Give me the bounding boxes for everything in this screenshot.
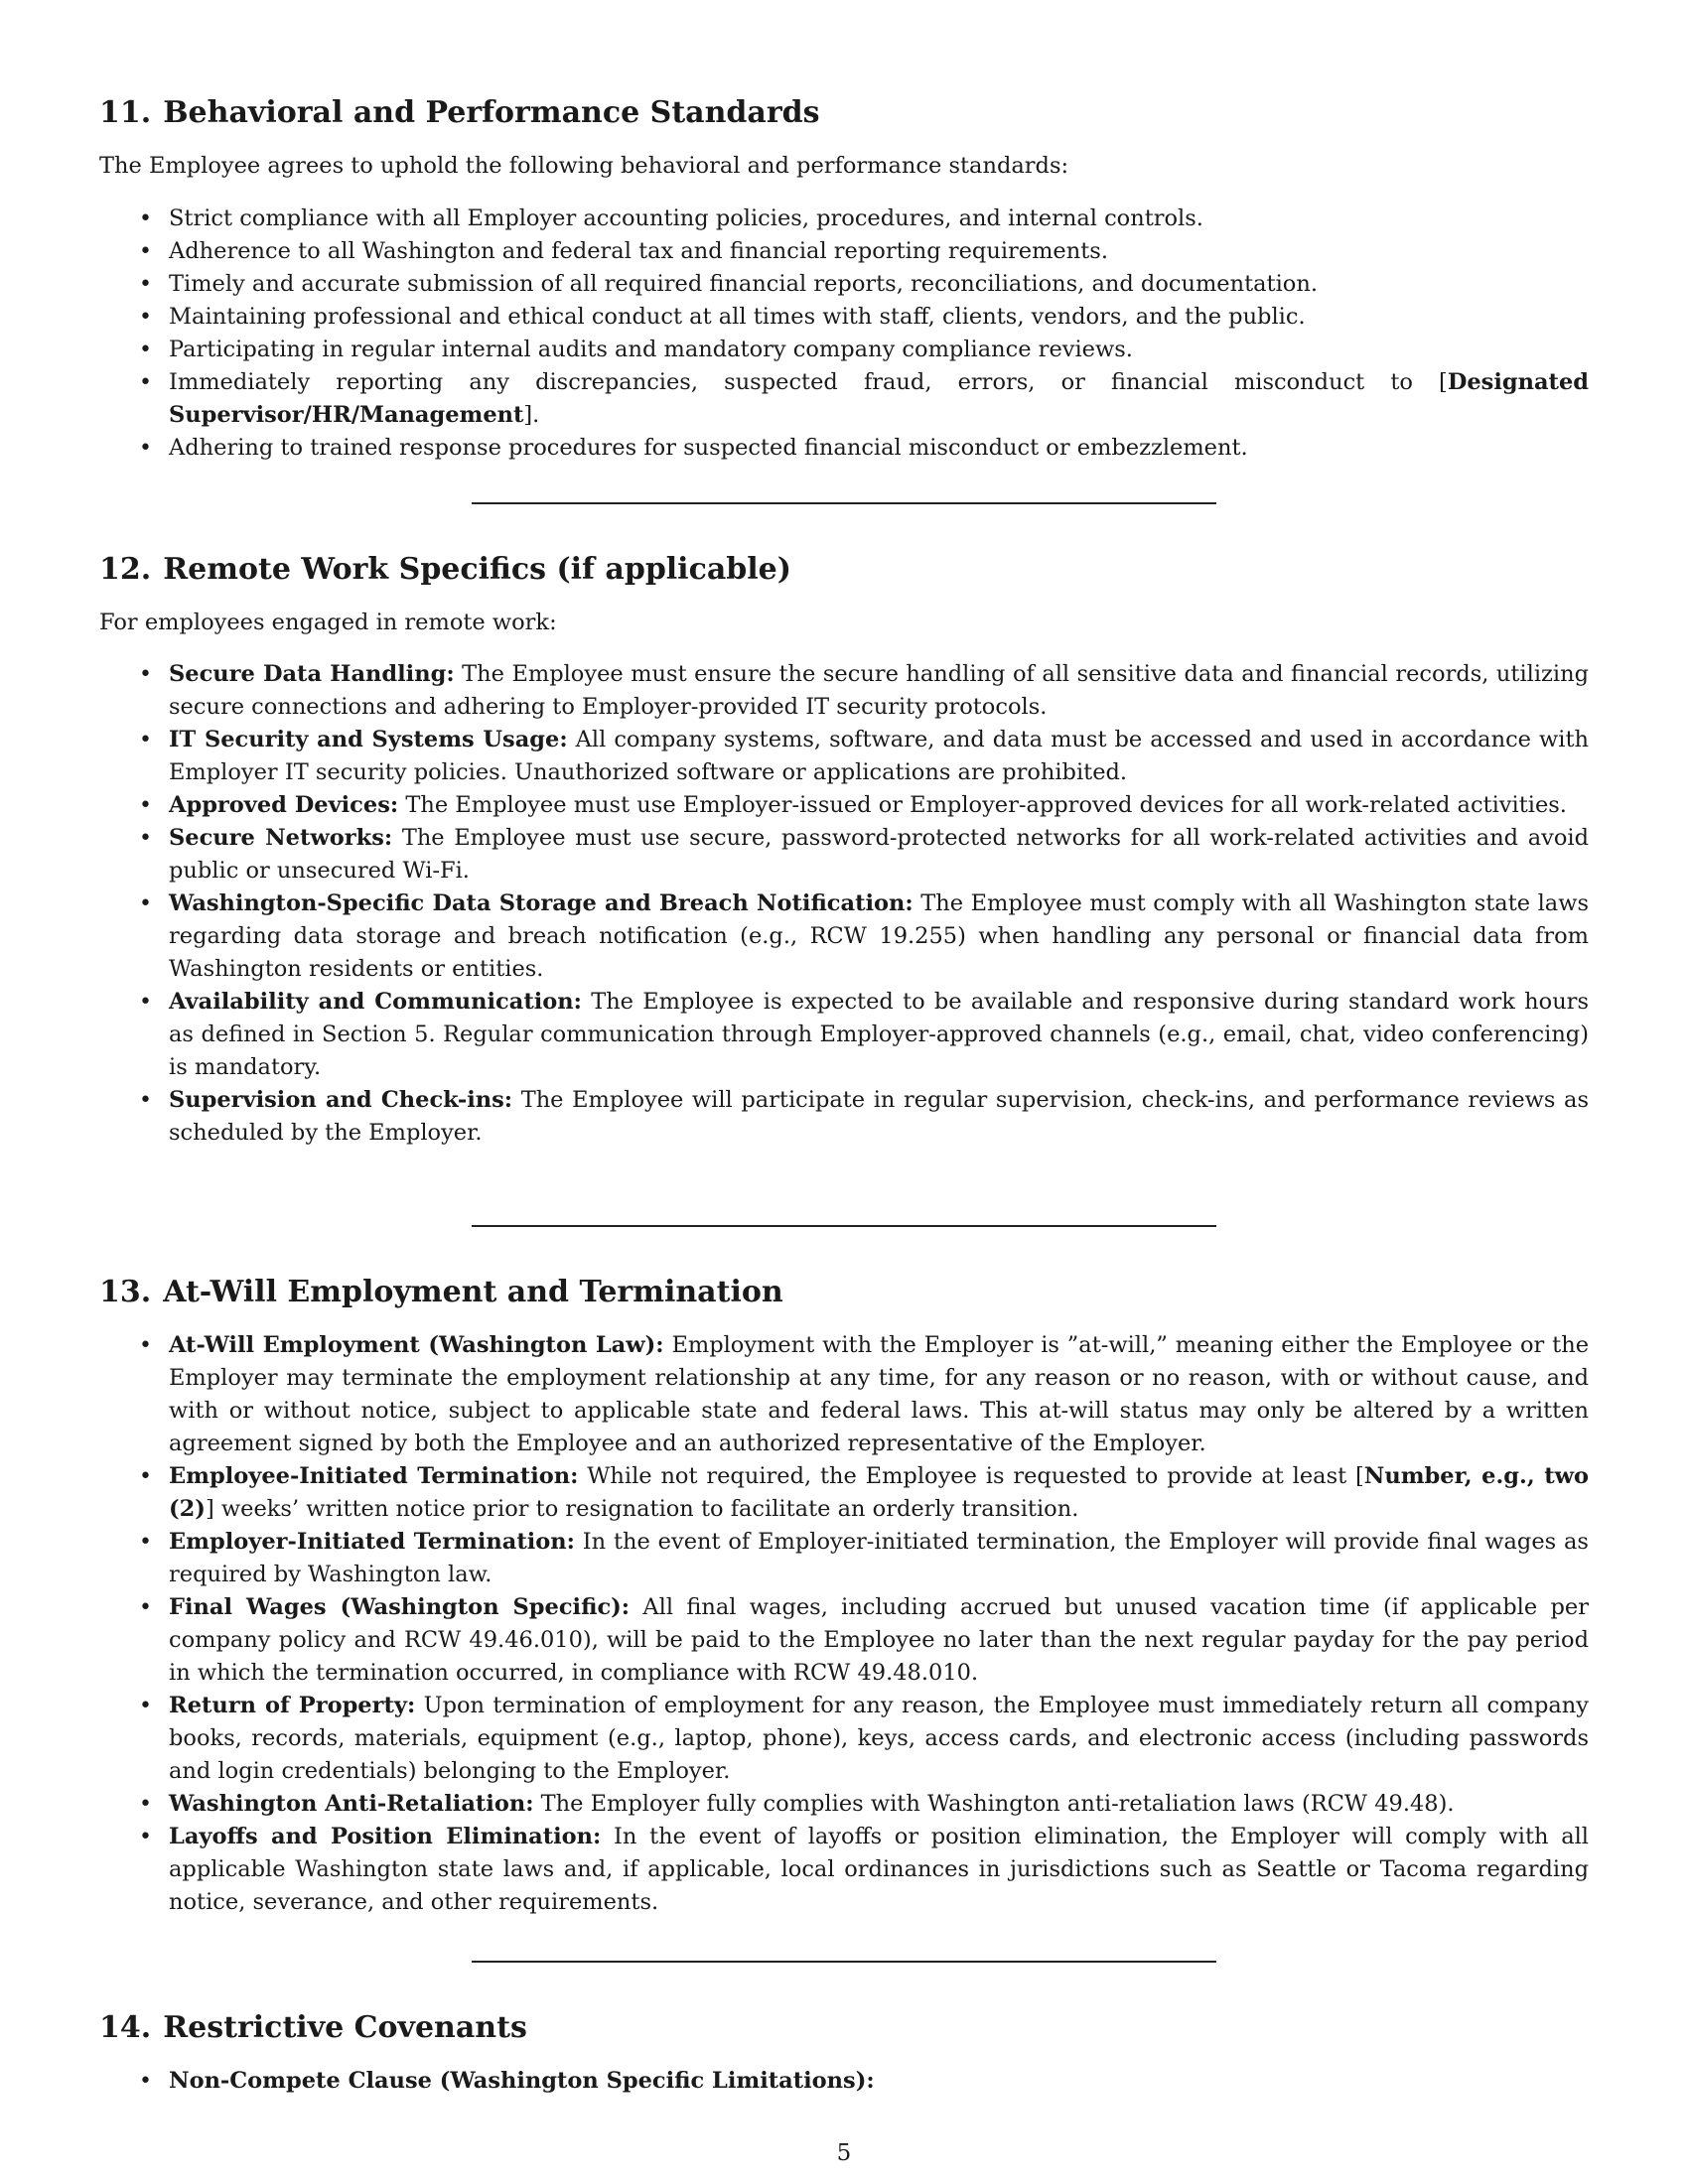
section-13-number: 13. (99, 1275, 152, 1309)
list-item: • Immediately reporting any discrepancies, suspected fraud, errors, or financial misconduct to [Designated Supervisor/HR/Management]. (99, 366, 1589, 432)
list-item: • Final Wages (Washington Specific): All final wages, including accrued but unused vacation time (if applicable per company policy and RCW 49.46.010), will be paid to the Employee no later than the next regular payday for the pay period in which the termination occurred, in compliance with RCW 49.48.010. (99, 1591, 1589, 1690)
section-14-number: 14. (99, 2010, 152, 2045)
list-item: • Availability and Communication: The Employee is expected to be available and responsive during standard work hours as defined in Section 5. Regular communication through Employer-approved channels (e.g., email, chat, video conferencing) is mandatory. (99, 986, 1589, 1084)
list-item: • Supervision and Check-ins: The Employee will participate in regular supervision, check-ins, and performance reviews as scheduled by the Employer. (99, 1084, 1589, 1150)
section-14-list (99, 2065, 1589, 2098)
list-item: • Washington Anti-Retaliation: The Employer fully complies with Washington anti-retaliation laws (RCW 49.48). (99, 1788, 1589, 1821)
section-11-heading (99, 95, 820, 130)
list-item: • Employer-Initiated Termination: In the event of Employer-initiated termination, the Employer will provide final wages as required by Washington law. (99, 1526, 1589, 1591)
section-divider (472, 1961, 1216, 1963)
document-page (99, 0, 1589, 2184)
section-12-heading (99, 552, 791, 587)
section-12-title: Remote Work Specifics (if applicable) (163, 552, 791, 587)
page-number: 5 (836, 2140, 852, 2166)
section-divider (472, 502, 1216, 504)
section-12-intro: For employees engaged in remote work: (99, 610, 557, 635)
list-item: • Non-Compete Clause (Washington Specific Limitations): (99, 2065, 1589, 2098)
list-item: • Approved Devices: The Employee must use Employer-issued or Employer-approved devices for all work-related activities. (99, 789, 1589, 822)
section-11-title: Behavioral and Performance Standards (163, 95, 820, 130)
section-13-heading (99, 1275, 783, 1309)
list-item: • Participating in regular internal audits and mandatory company compliance reviews. (99, 334, 1589, 366)
list-item: • Maintaining professional and ethical conduct at all times with staff, clients, vendors, and the public. (99, 301, 1589, 334)
list-item: • Layoffs and Position Elimination: In the event of layoffs or position elimination, the Employer will comply with all applicable Washington state laws and, if applicable, local ordinances in jurisdictions such as Seattle or Tacoma regarding notice, severance, and other requirements. (99, 1821, 1589, 1919)
list-item: • Adhering to trained response procedures for suspected financial misconduct or embezzlement. (99, 432, 1589, 465)
placeholder-bold: Number, e.g., two (2) (169, 1463, 1589, 1522)
section-11-intro: The Employee agrees to uphold the following behavioral and performance standards: (99, 153, 1069, 179)
list-item: • Washington-Specific Data Storage and Breach Notification: The Employee must comply with all Washington state laws regarding data storage and breach notification (e.g., RCW 19.255) when handling any personal or financial data from Washington residents or entities. (99, 887, 1589, 986)
section-12-list (99, 658, 1589, 1150)
list-item: • Strict compliance with all Employer accounting policies, procedures, and internal controls. (99, 203, 1589, 235)
section-13-list (99, 1329, 1589, 1919)
list-item: • Timely and accurate submission of all required financial reports, reconciliations, and documentation. (99, 268, 1589, 301)
list-item: • Secure Data Handling: The Employee must ensure the secure handling of all sensitive data and financial records, utilizing secure connections and adhering to Employer-provided IT security protocols. (99, 658, 1589, 724)
section-13-title: At-Will Employment and Termination (163, 1275, 783, 1309)
section-14-title: Restrictive Covenants (163, 2010, 527, 2045)
list-item: • IT Security and Systems Usage: All company systems, software, and data must be accessed and used in accordance with Employer IT security policies. Unauthorized software or applications are prohibited. (99, 724, 1589, 789)
section-11-list (99, 203, 1589, 465)
section-14-heading (99, 2010, 527, 2045)
list-item: • Return of Property: Upon termination of employment for any reason, the Employee must immediately return all company books, records, materials, equipment (e.g., laptop, phone), keys, access cards, and electronic access (including passwords and login credentials) belonging to the Employer. (99, 1690, 1589, 1788)
section-12-number: 12. (99, 552, 152, 587)
list-item: • Adherence to all Washington and federal tax and financial reporting requirements. (99, 235, 1589, 268)
section-11-number: 11. (99, 95, 152, 130)
list-item: • Secure Networks: The Employee must use secure, password-protected networks for all work-related activities and avoid public or unsecured Wi-Fi. (99, 822, 1589, 887)
section-divider (472, 1225, 1216, 1227)
placeholder-bold: Designated Supervisor/HR/Management (169, 369, 1589, 428)
list-item: • Employee-Initiated Termination: While not required, the Employee is requested to provide at least [Number, e.g., two (2)] weeks’ written notice prior to resignation to facilitate an orderly transition. (99, 1460, 1589, 1526)
list-item: • At-Will Employment (Washington Law): Employment with the Employer is ”at-will,” meaning either the Employee or the Employer may terminate the employment relationship at any time, for any reason or no reason, with or without cause, and with or without notice, subject to applicable state and federal laws. This at-will status may only be altered by a written agreement signed by both the Employee and an authorized representative of the Employer. (99, 1329, 1589, 1460)
